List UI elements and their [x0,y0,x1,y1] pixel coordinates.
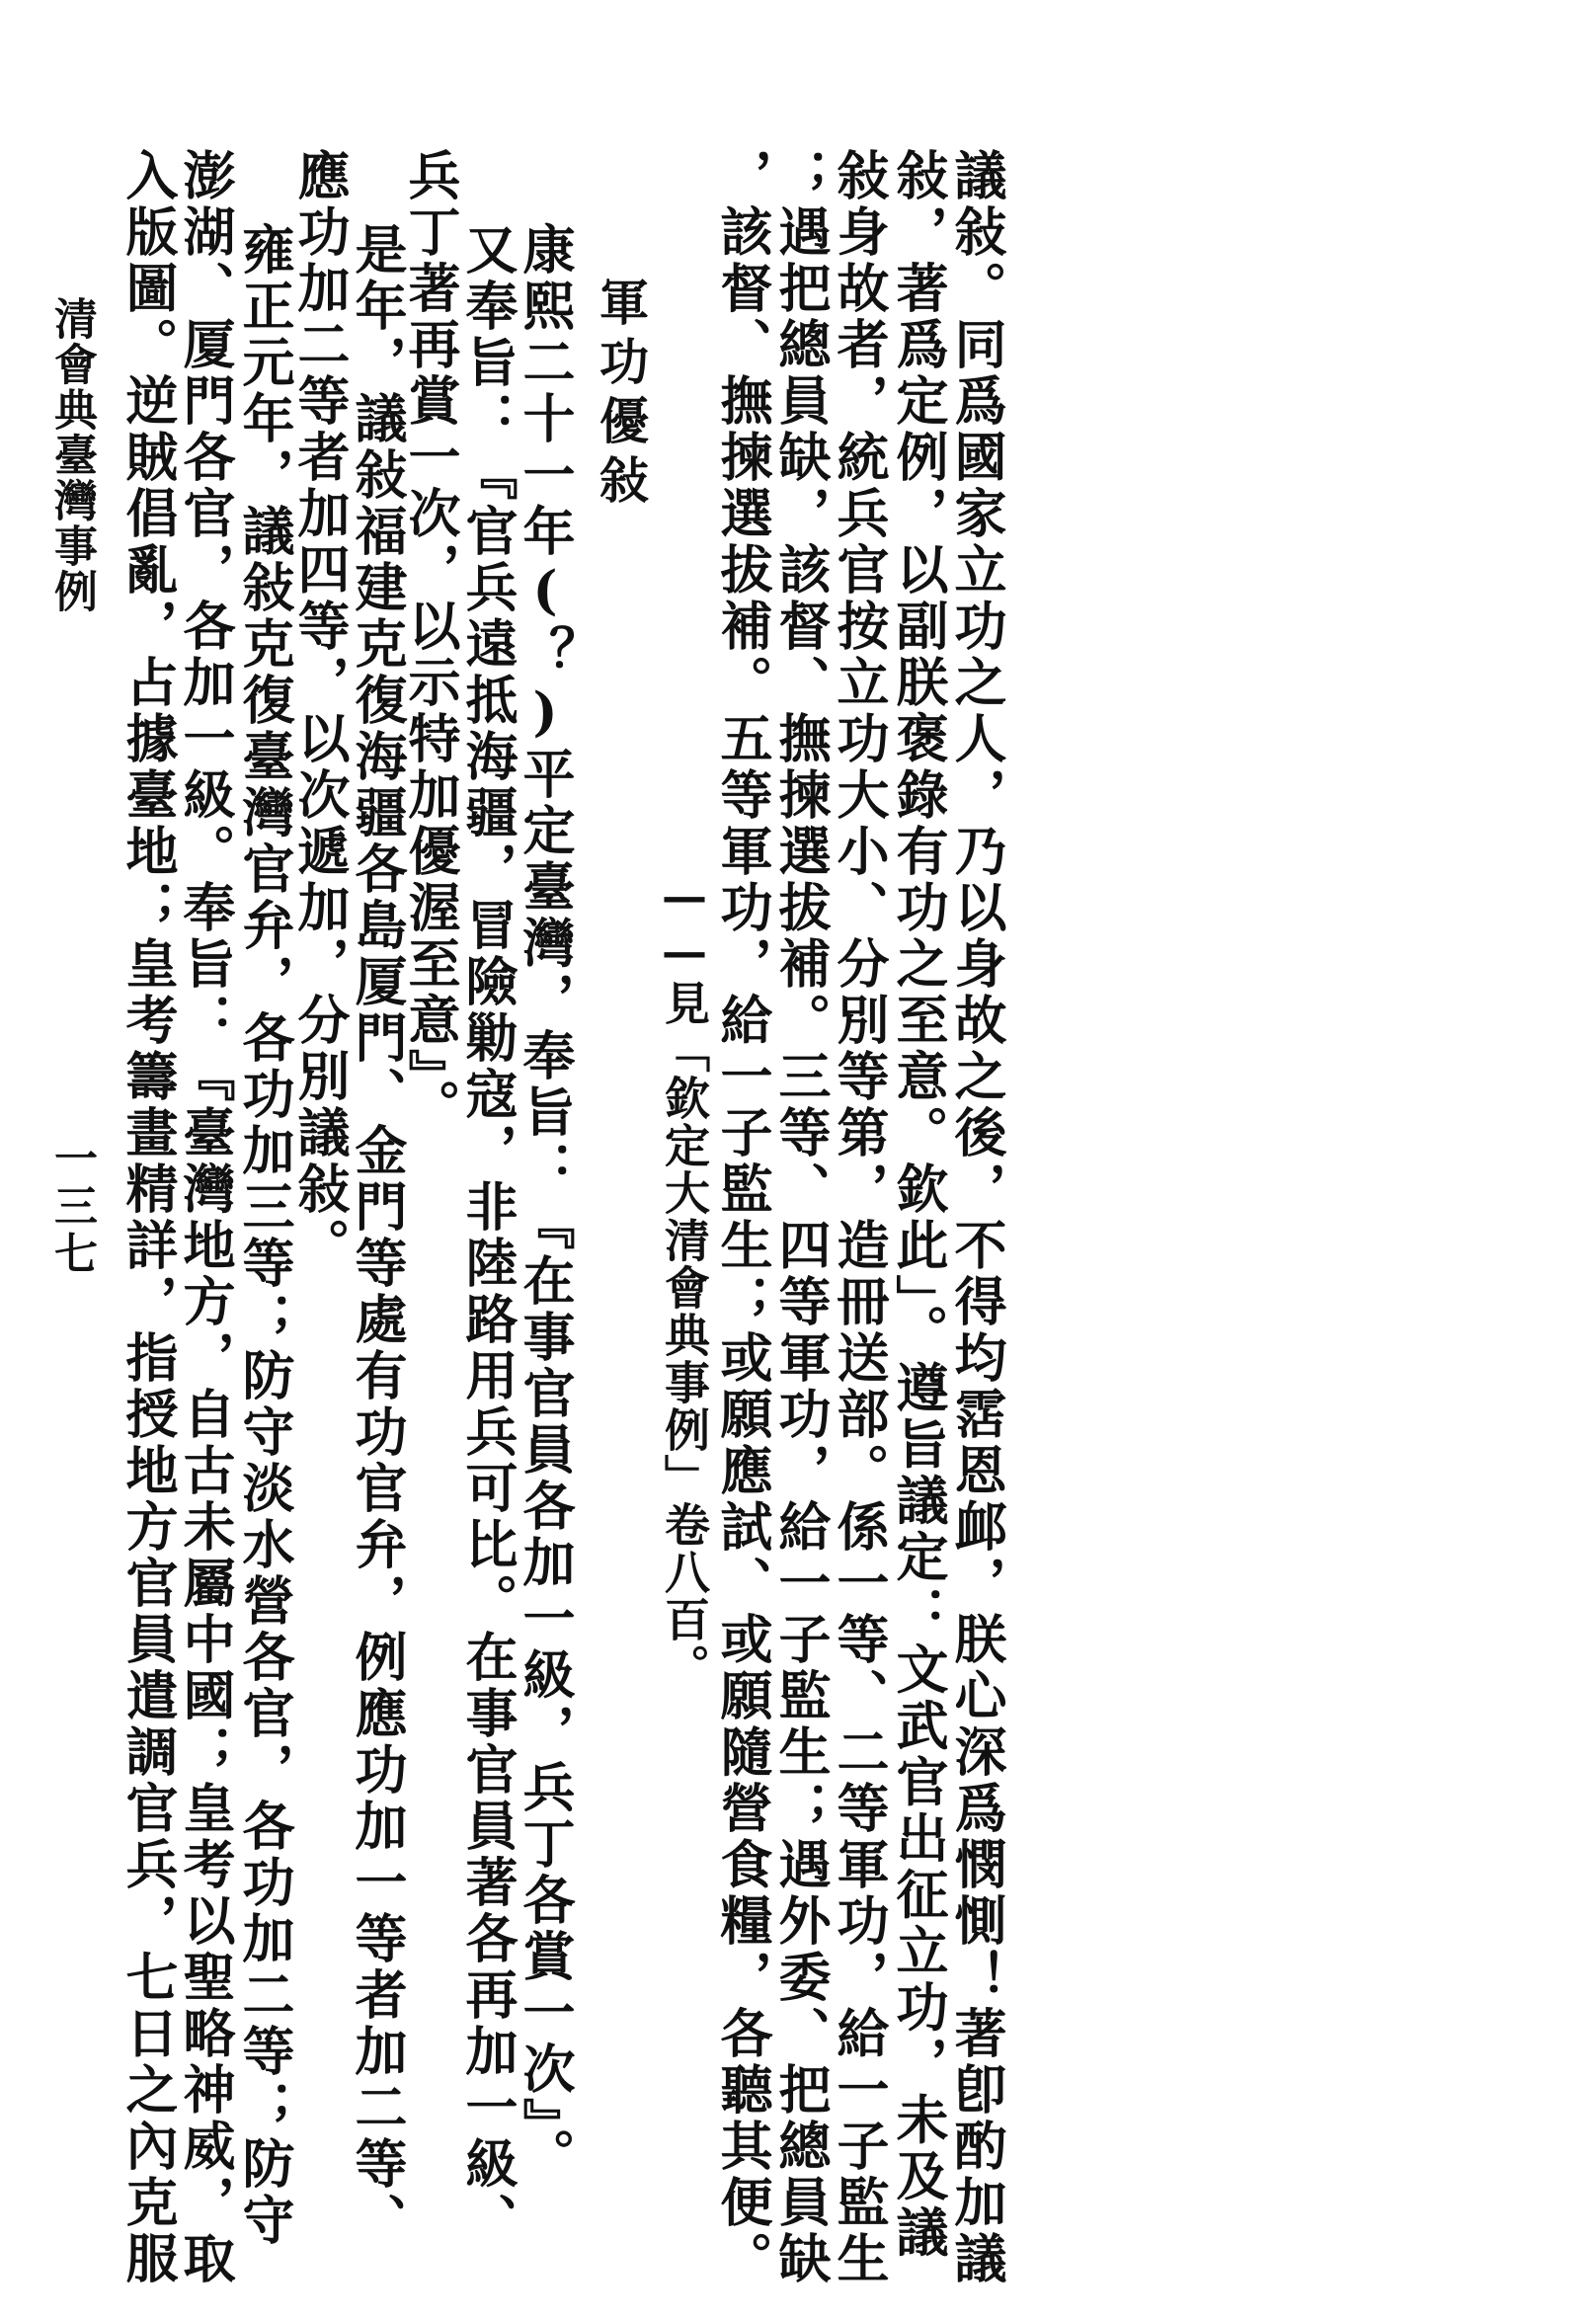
source-citation: ——見「欽定大清會典事例」卷八百。 [658,869,711,1691]
text-column-3: 敍身故者，統兵官按立功大小、分別等第，造冊送部。係一等、二等軍功，給一子監生 [829,148,890,2287]
section-column-4: 是年，議敍福建克復海疆各島厦門、金門等處有功官弁，例應功加一等者加二等、 [347,222,408,2249]
section-heading: 軍功優敍 [592,277,650,514]
text-column-1: 議敍。同爲國家立功之人，乃以身故之後，不得均霑恩䘏，朕心深爲憫惻！著卽酌加議 [946,148,1007,2287]
text-column-5: ，該督、撫揀選拔補。五等軍功，給一子監生；或願應試、或願隨營食糧，各聽其便。 [712,148,773,2287]
section-column-1: 康熙二十一年(？)平定臺灣，奉旨：『在事官員各加一級，兵丁各賞一次』。 [515,222,576,2185]
section-column-8: 入版圖。逆賊倡亂，占據臺地；皇考籌畫精詳，指授地方官員遣調官兵，七日之內克服 [118,148,179,2287]
page-number: 一三七 [46,1136,97,1278]
section-column-5: 應功加二等者加四等，以次遞加，分別議敍。 [289,148,351,1274]
section-column-2: 又奉旨：『官兵遠抵海疆，冒險勦寇，非陸路用兵可比。在事官員著各再加一級、 [457,222,519,2249]
text-column-4: ；遇把總員缺，該督、撫揀選拔補。三等、四等軍功，給一子監生；遇外委、把總員缺 [770,148,832,2287]
section-column-3: 兵丁著再賞一次，以示特加優渥至意』。 [400,148,461,1136]
section-column-7: 澎湖、厦門各官，各加一級。奉旨：『臺灣地方，自古未屬中國；皇考以聖略神威，取 [175,148,236,2287]
section-column-6: 雍正元年，議敍克復臺灣官弁，各功加三等；防守淡水營各官，各功加二等；防守 [234,222,295,2249]
footer-book-title: 清會典臺灣事例 [46,296,97,614]
text-column-2: 敍，著爲定例，以副朕褒錄有功之至意。欽此」。遵旨議定：文武官出征立功，未及議 [888,148,949,2262]
